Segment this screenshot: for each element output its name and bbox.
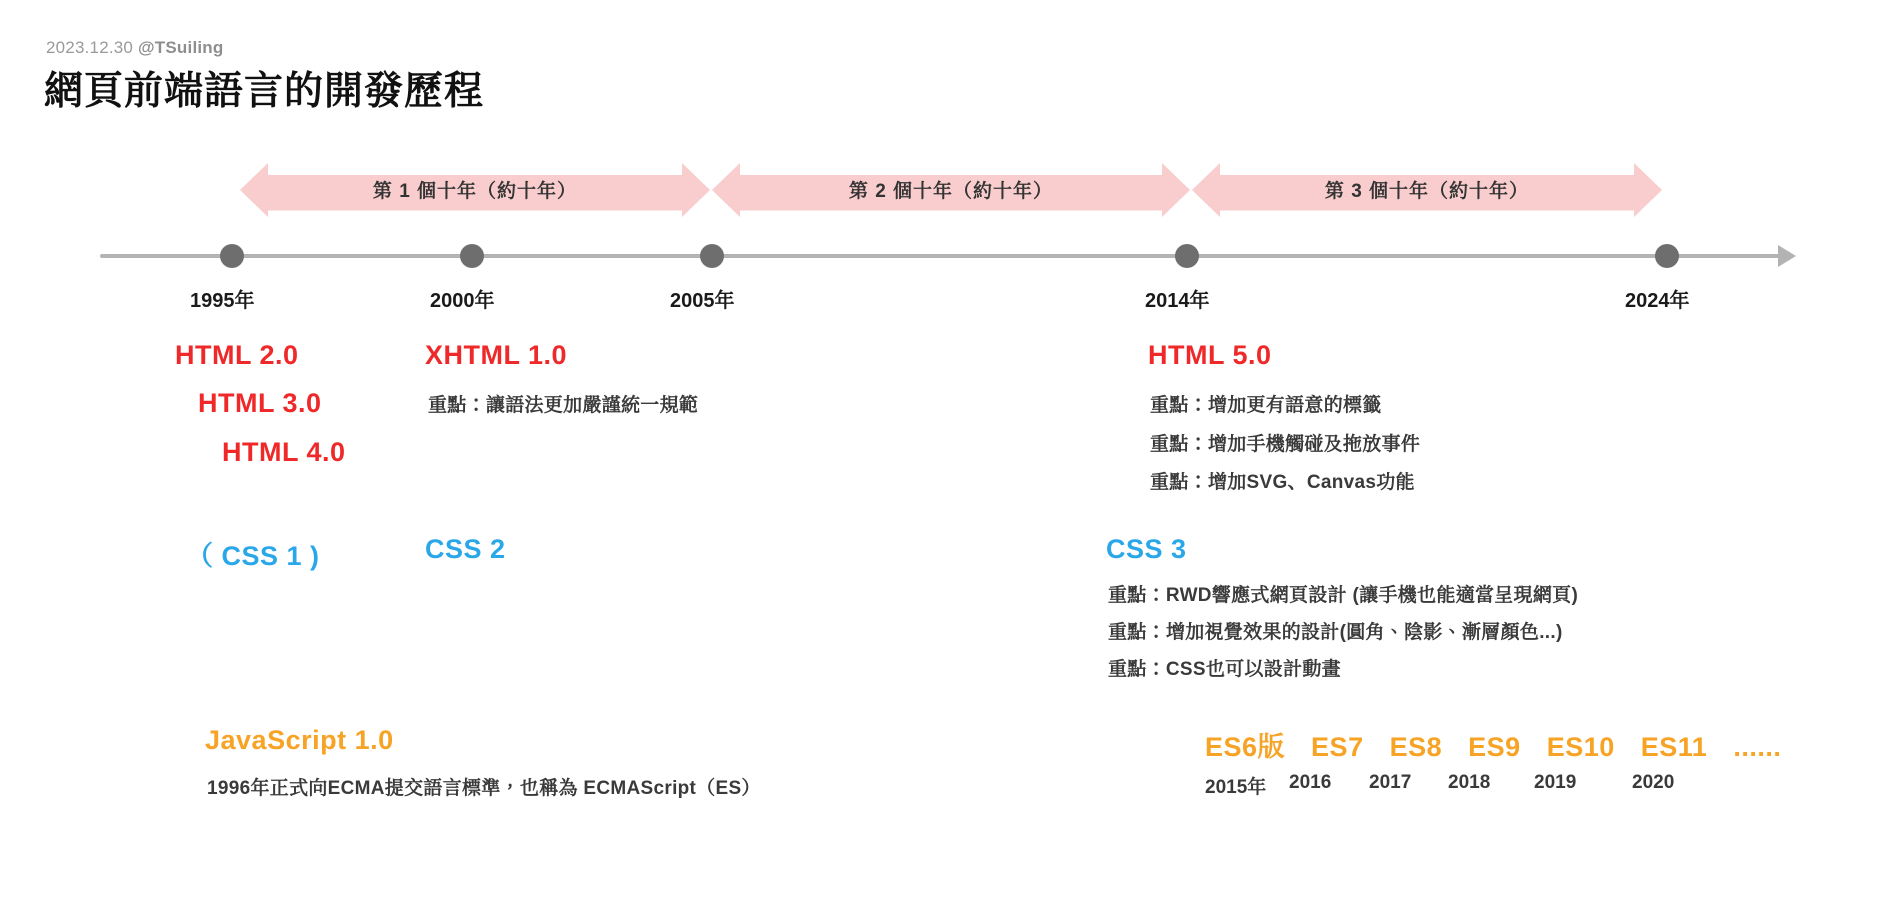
xhtml-heading: XHTML 1.0	[425, 340, 568, 370]
html5-heading: HTML 5.0	[1148, 340, 1272, 370]
timeline-year-label: 1995年	[190, 290, 255, 312]
decade-arrow-3	[1192, 163, 1662, 217]
css3-heading: CSS 3	[1106, 534, 1187, 564]
css3-note-3: 重點：CSS也可以設計動畫	[1108, 659, 1341, 680]
es-year-2020: 2020	[1632, 772, 1675, 793]
css1-label: （ CSS 1 )	[186, 541, 320, 571]
es-version-more: ......	[1733, 732, 1782, 762]
html5-note-2: 重點：增加手機觸碰及拖放事件	[1150, 434, 1421, 455]
es-version-es7: ES7	[1311, 732, 1364, 762]
timeline-node-2024	[1655, 244, 1679, 268]
timeline-node-2005	[700, 244, 724, 268]
es-version-es6: ES6版	[1205, 732, 1286, 762]
es-year-2019: 2019	[1534, 772, 1577, 793]
es-version-es9: ES9	[1468, 732, 1521, 762]
javascript-heading: JavaScript 1.0	[205, 725, 394, 755]
css3-note-1: 重點：RWD響應式網頁設計 (讓手機也能適當呈現網頁)	[1108, 585, 1579, 606]
es-version-row	[1205, 725, 1781, 764]
decade-label: 第 3 個十年（約十年）	[1324, 181, 1530, 202]
timeline-axis	[100, 254, 1780, 258]
page-title: 網頁前端語言的開發歷程	[44, 70, 485, 113]
es-year-2017: 2017	[1369, 772, 1412, 793]
html-2-label: HTML 2.0	[175, 340, 299, 370]
es-year-2015: 2015年	[1205, 777, 1267, 798]
html5-note-3: 重點：增加SVG、Canvas功能	[1150, 472, 1415, 493]
timeline-year-label: 2000年	[430, 290, 495, 312]
decade-arrow-2	[712, 163, 1190, 217]
decade-label: 第 2 個十年（約十年）	[848, 181, 1054, 202]
html5-note-1: 重點：增加更有語意的標籤	[1150, 395, 1382, 416]
timeline-year-label: 2014年	[1145, 290, 1210, 312]
es-version-es11: ES11	[1640, 732, 1708, 762]
javascript-note: 1996年正式向ECMA提交語言標準，也稱為 ECMAScript（ES）	[207, 778, 761, 799]
html-3-label: HTML 3.0	[198, 388, 322, 418]
es-year-2018: 2018	[1448, 772, 1491, 793]
byline-date: 2023.12.30	[46, 38, 134, 57]
timeline-node-1995	[220, 244, 244, 268]
byline-handle: @TSuiling	[138, 38, 224, 57]
byline	[46, 38, 223, 58]
timeline-year-label: 2005年	[670, 290, 735, 312]
html-4-label: HTML 4.0	[222, 437, 346, 467]
timeline-year-label: 2024年	[1625, 290, 1690, 312]
es-version-es10: ES10	[1546, 732, 1615, 762]
timeline-node-2014	[1175, 244, 1199, 268]
xhtml-note-1: 重點：讓語法更加嚴謹統一規範	[428, 395, 699, 416]
decade-label: 第 1 個十年（約十年）	[372, 181, 578, 202]
decade-arrow-1	[240, 163, 710, 217]
timeline-node-2000	[460, 244, 484, 268]
timeline-arrow-icon	[1778, 245, 1796, 267]
es-version-es8: ES8	[1389, 732, 1443, 762]
css3-note-2: 重點：增加視覺效果的設計(圓角、陰影、漸層顏色...)	[1108, 622, 1563, 643]
es-year-row	[1205, 772, 1674, 799]
css2-label: CSS 2	[425, 534, 506, 564]
es-year-2016: 2016	[1289, 772, 1332, 793]
